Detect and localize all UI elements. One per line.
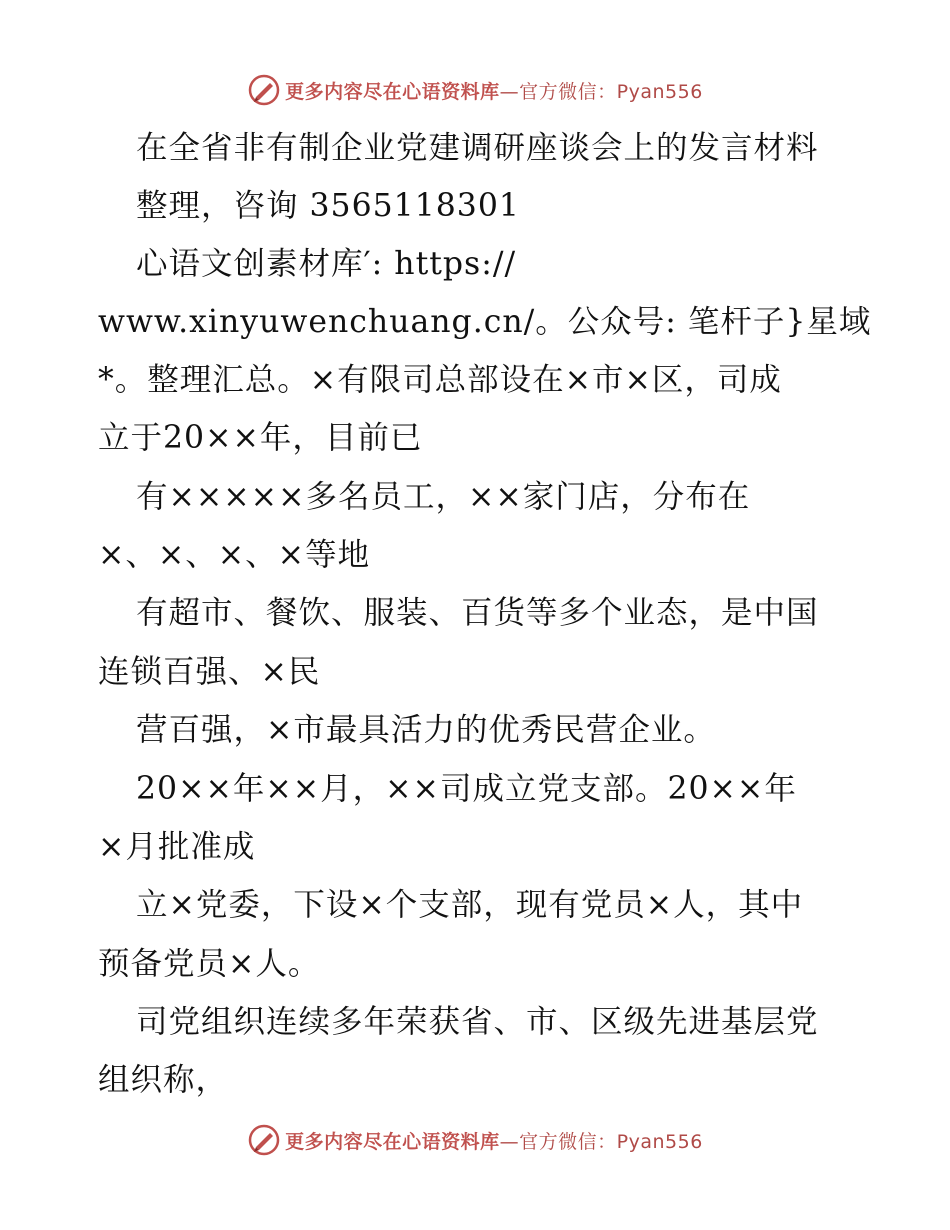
doc-line: 有超市、餐饮、服装、百货等多个业态，是中国 [136,595,819,631]
doc-line: 整理，咨询 3565118301 [136,188,520,224]
footer-watermark-text [285,1127,703,1154]
doc-line: 心语文创素材库′: https:// [136,246,517,282]
header-watermark-part2: —官方微信：Pyan556 [499,80,703,103]
doc-line: 预备党员×人。 [98,946,321,982]
doc-line: 司党组织连续多年荣获省、市、区级先进基层党 [136,1004,819,1040]
doc-line: 营百强，×市最具活力的优秀民营企业。 [136,712,716,748]
footer-watermark-part1: 更多内容尽在心语资料库 [285,1130,500,1153]
footer-watermark-banner [0,1120,950,1160]
doc-line: ×月批准成 [98,829,256,865]
header-watermark-part1: 更多内容尽在心语资料库 [285,80,500,103]
doc-line: 在全省非有制企业党建调研座谈会上的发言材料 [136,130,819,166]
doc-line: 组织称， [98,1062,229,1098]
doc-line: 立×党委，下设×个支部，现有党员×人，其中 [136,887,804,923]
doc-line: 连锁百强、×民 [98,654,321,690]
doc-line: 有×××××多名员工，××家门店，分布在 [136,479,751,515]
doc-line: 20××年××月，××司成立党支部。20××年 [136,771,797,807]
doc-line: *。整理汇总。×有限司总部设在×市×区，司成 [98,362,782,398]
doc-line: www.xinyuwenchuang.cn/。公众号: 笔杆子}星域 [98,304,872,340]
doc-line: 立于20××年，目前已 [98,420,423,456]
doc-line: ×、×、×、×等地 [98,537,371,573]
quill-logo-icon [247,1123,281,1157]
footer-watermark-part2: —官方微信：Pyan556 [499,1130,703,1153]
